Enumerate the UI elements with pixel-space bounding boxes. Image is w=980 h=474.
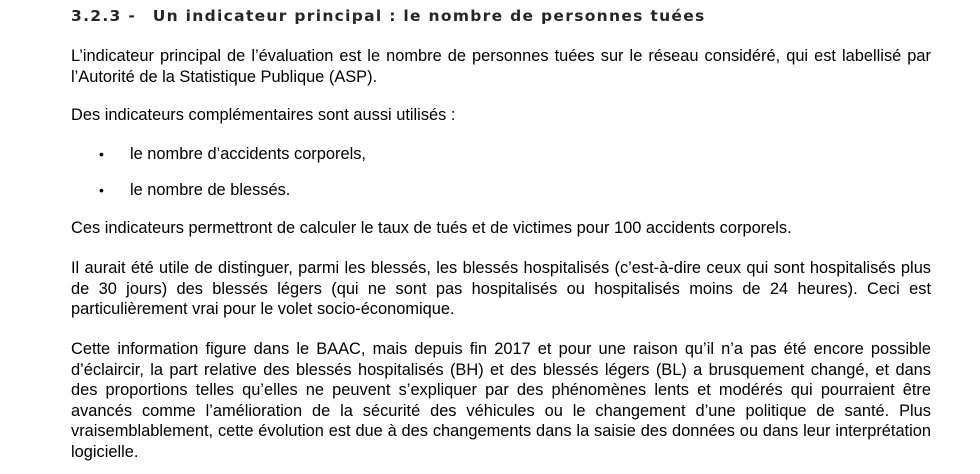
bullet-icon: • [99,182,104,198]
paragraph-baac: Cette information figure dans le BAAC, mais depuis fin 2017 et pour une raison qu’il n’a pas été encore possible d’éclaircir, la part relative des blessés hospitalisés (BH) et des blessés légers (BL) a brusquement changé, et dans des proportions telles qu’elles ne peuvent s’expliquer par des phénomènes lents et modérés qui pourraient être avancés comme l’amélioration de la sécurité des véhicules ou le changement d’une politique de santé. Plus vraisemblablement, cette évolution est due à des changements dans la saisie des données ou dans leur interprétation logicielle. [71,340,931,461]
section-number: 3.2.3 - [71,7,137,25]
bullet-icon: • [99,146,104,162]
list-item-text: le nombre d’accidents corporels, [130,145,366,163]
paragraph-hospitalized: Il aurait été utile de distinguer, parmi les blessés, les blessés hospitalisés (c’est-à-dire ceux qui sont hospitalisés plus de 30 jours) des blessés légers (qui ne sont pas hospitalisés ou hospitalisés moins de 24 heures). Ceci est particulièrement vrai pour le volet socio-économique. [71,259,931,318]
section-title: Un indicateur principal : le nombre de personnes tuées [152,7,706,25]
list-item [99,180,290,201]
list-item [99,144,366,165]
paragraph-main-indicator: L’indicateur principal de l’évaluation est le nombre de personnes tuées sur le réseau considéré, qui est labellisé par l’Autorité de la Statistique Publique (ASP). [71,47,931,86]
list-item-text: le nombre de blessés. [130,181,291,199]
paragraph-rates: Ces indicateurs permettront de calculer le taux de tués et de victimes pour 100 accidents corporels. [71,219,792,237]
section-heading [71,7,706,25]
paragraph-complementary-intro: Des indicateurs complémentaires sont aussi utilisés : [71,106,456,124]
